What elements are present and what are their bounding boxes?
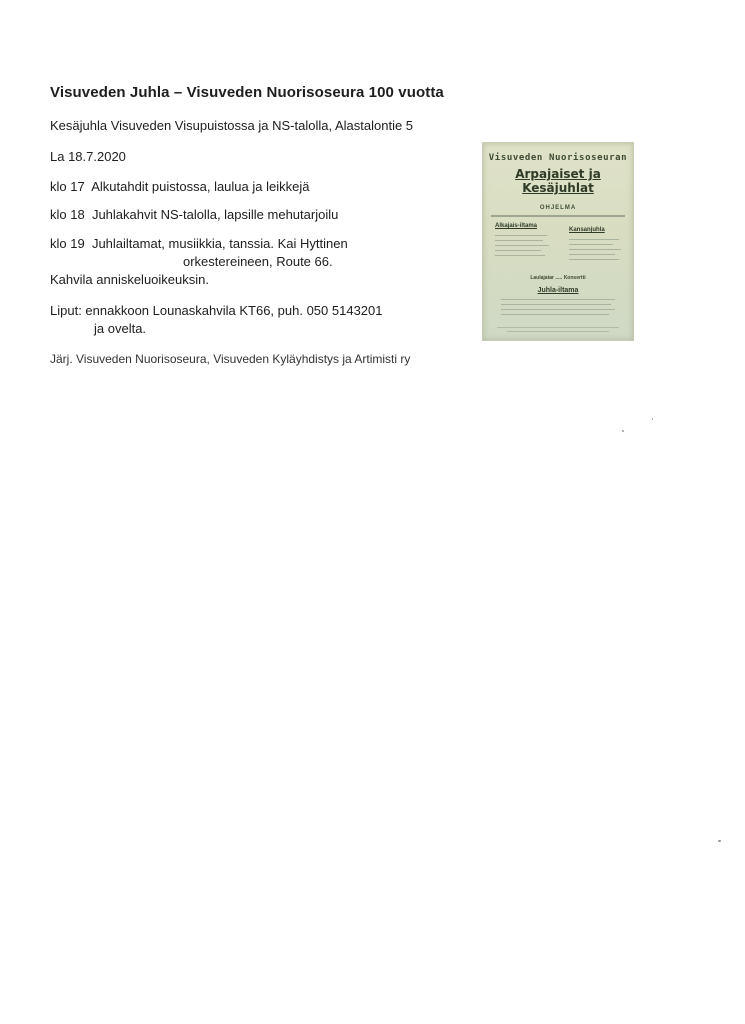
program-text: Juhlailtamat, musiikkia, tanssia. Kai Hyttinen	[91, 236, 348, 251]
poster-main-title: Arpajaiset ja Kesäjuhlat	[515, 167, 601, 195]
poster-text-line	[495, 245, 549, 246]
poster-program-label: OHJELMA	[539, 205, 577, 211]
program-item	[50, 179, 309, 194]
scan-speck	[718, 840, 721, 842]
poster-text-line	[569, 239, 619, 240]
poster-footer-line	[497, 327, 619, 328]
poster-footer-line	[507, 331, 609, 332]
poster-text-line	[501, 299, 615, 300]
poster-text-line	[495, 235, 547, 236]
program-time: klo 19	[50, 236, 85, 251]
program-continuation: orkestereineen, Route 66.	[183, 254, 333, 269]
poster-evening-heading: Juhla-iltama	[537, 287, 579, 294]
cafe-note: Kahvila anniskeluoikeuksin.	[50, 272, 209, 287]
poster-text-line	[495, 255, 545, 256]
poster-text-line	[569, 244, 613, 245]
poster-divider	[491, 215, 625, 217]
tickets-info: Liput: ennakkoon Lounaskahvila KT66, puh. 050 5143201	[50, 303, 383, 318]
program-time: klo 18	[50, 207, 85, 222]
program-text: Juhlakahvit NS-talolla, lapsille mehutarjoilu	[91, 207, 339, 222]
organizers-line: Järj. Visuveden Nuorisoseura, Visuveden Kyläyhdistys ja Artimisti ry	[50, 352, 411, 366]
poster-text-line	[495, 240, 543, 241]
scan-speck	[622, 430, 624, 432]
poster-text-line	[501, 314, 609, 315]
poster-heading: Visuveden Nuorisoseuran	[488, 153, 628, 163]
event-date: La 18.7.2020	[50, 149, 126, 164]
program-text: Alkutahdit puistossa, laulua ja leikkejä	[91, 179, 310, 194]
poster-concert-line: Laulajatar ..... Konsertti	[530, 275, 586, 281]
poster-right-heading: Kansanjuhla	[569, 227, 605, 233]
poster-text-line	[569, 254, 615, 255]
poster-text-line	[501, 304, 611, 305]
poster-text-line	[495, 250, 541, 251]
document-title: Visuveden Juhla – Visuveden Nuorisoseura 100 vuotta	[50, 84, 444, 101]
event-subtitle: Kesäjuhla Visuveden Visupuistossa ja NS-talolla, Alastalontie 5	[50, 118, 414, 133]
poster-image	[482, 142, 634, 341]
program-item	[50, 207, 338, 222]
scan-speck	[652, 418, 653, 420]
poster-text-line	[569, 249, 621, 250]
program-time: klo 17	[50, 179, 85, 194]
program-item	[50, 236, 348, 251]
poster-text-line	[569, 259, 619, 260]
tickets-info-continued: ja ovelta.	[94, 321, 147, 336]
poster-text-line	[501, 309, 615, 310]
poster-left-heading: Alkajais-iltama	[495, 223, 538, 229]
